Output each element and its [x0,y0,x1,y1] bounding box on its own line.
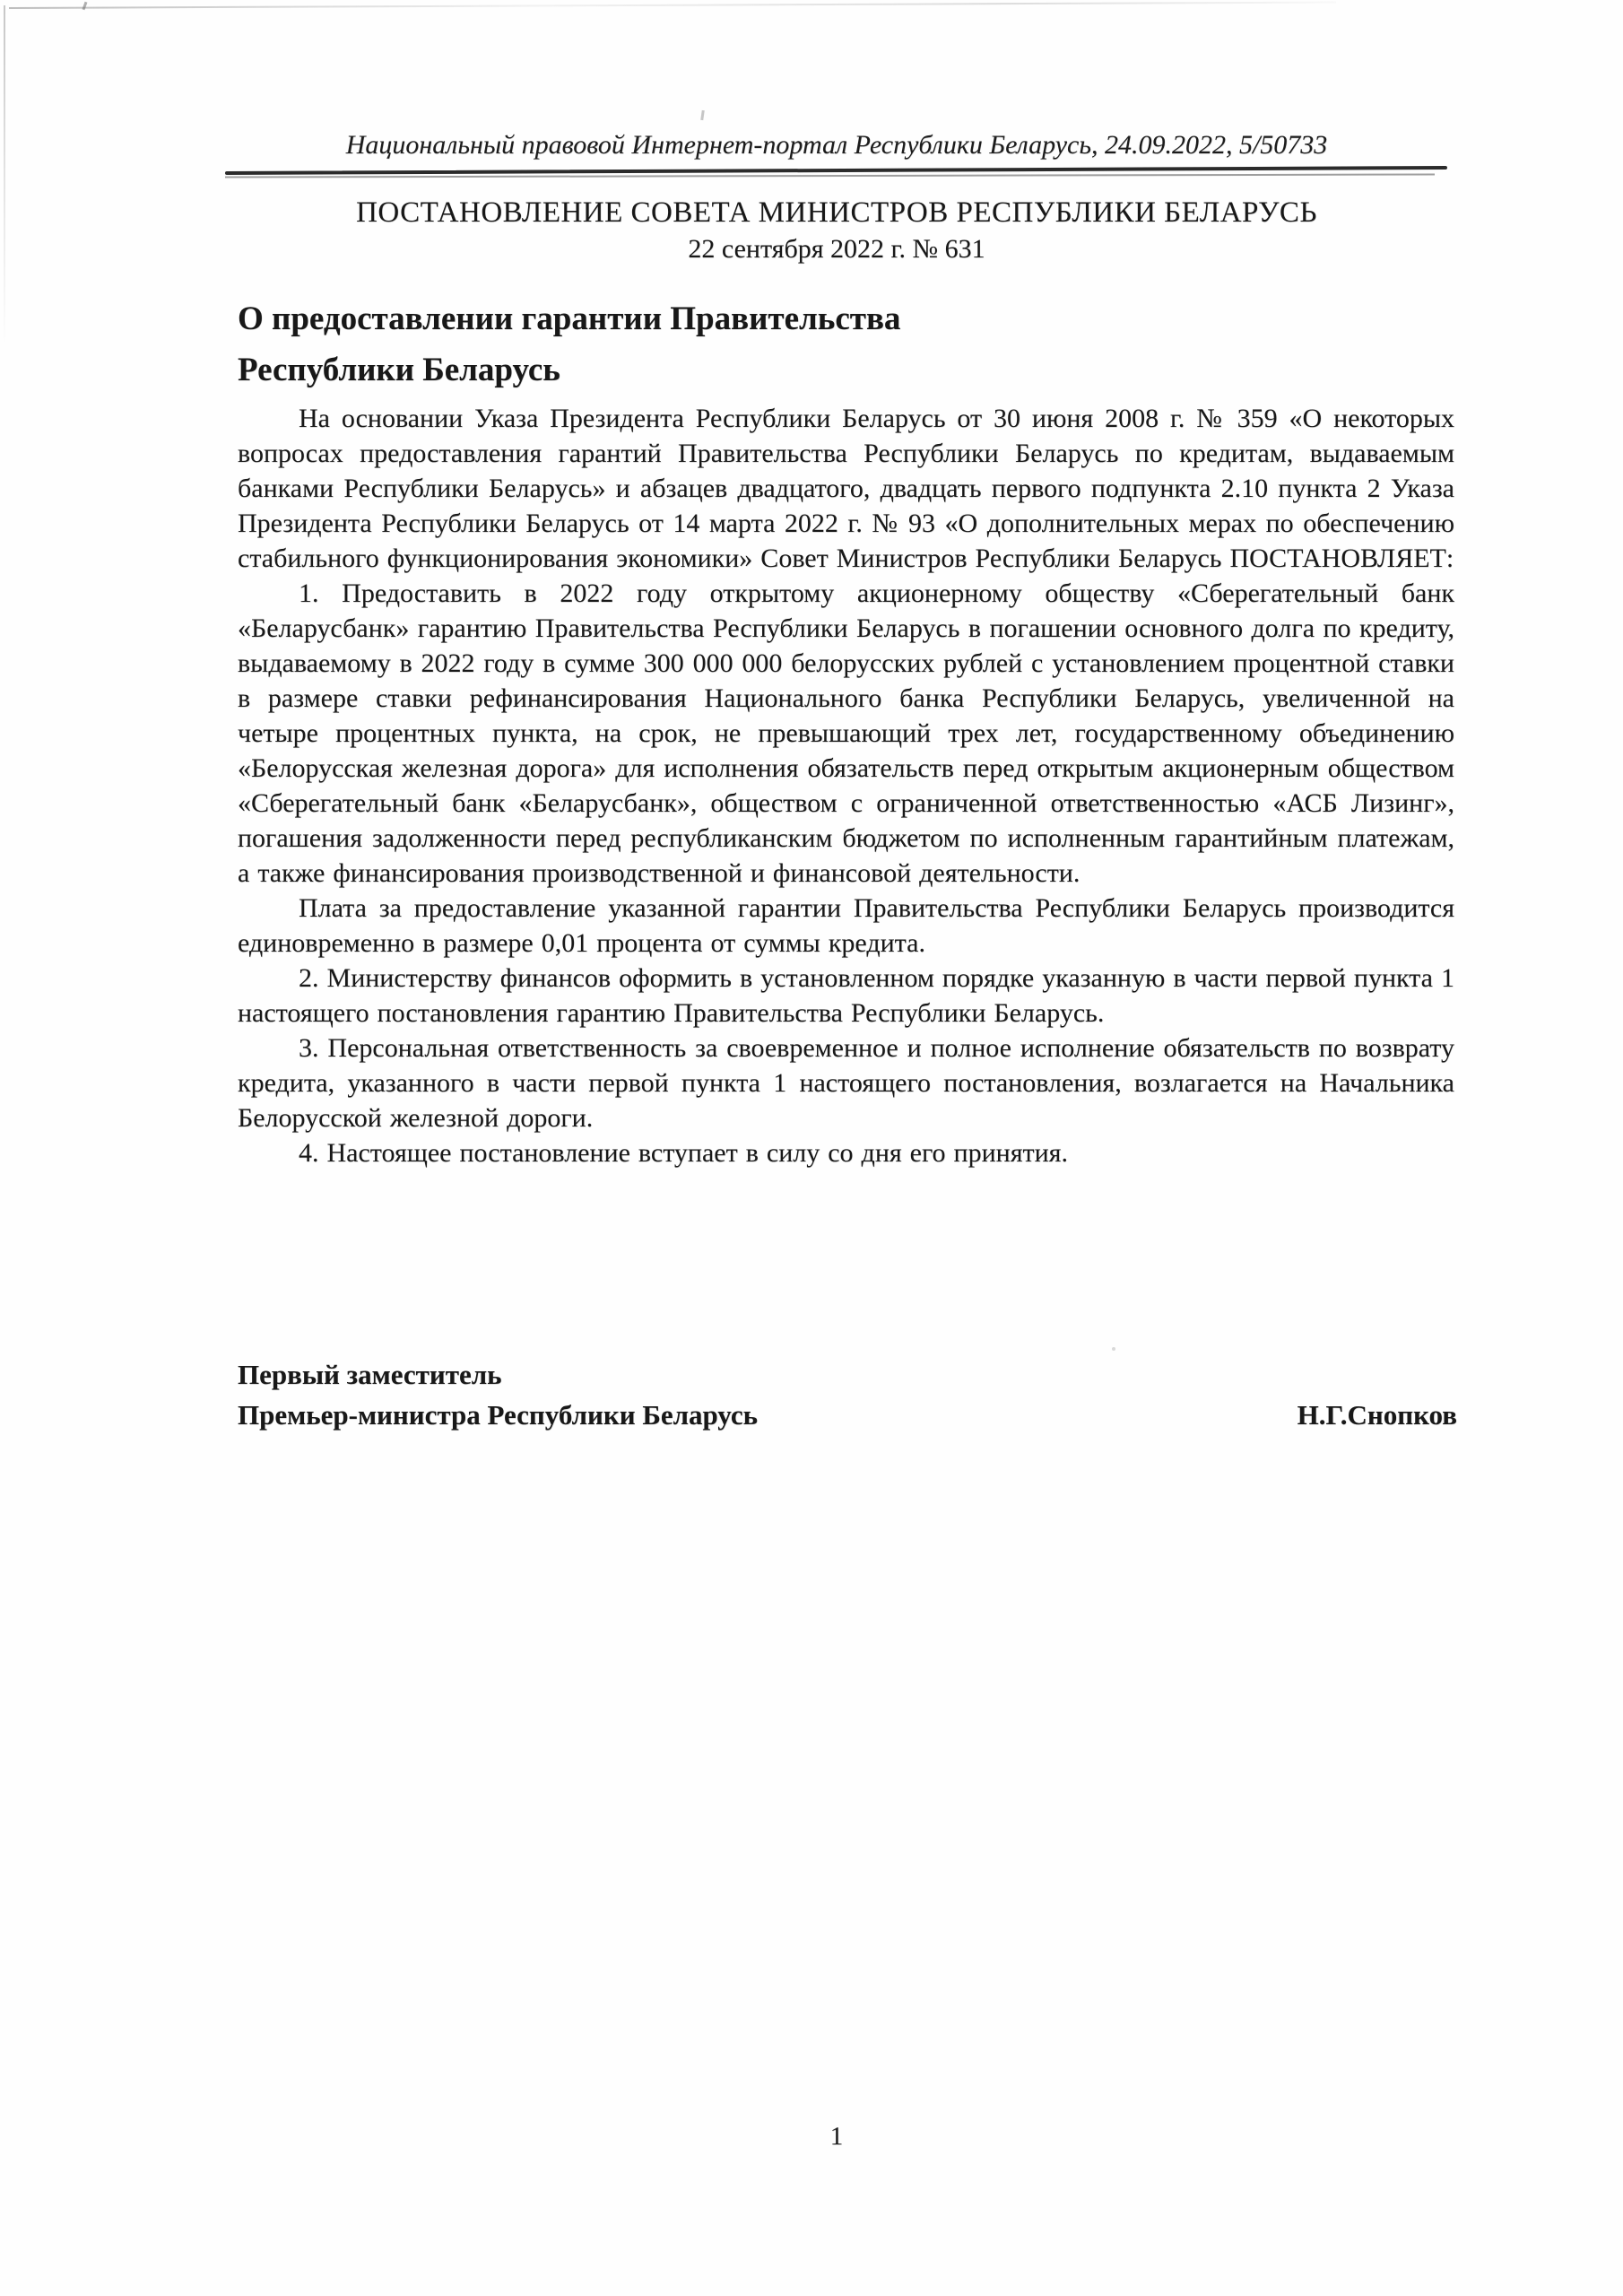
document-title-line-2: Республики Беларусь [238,352,560,388]
document-title [238,293,1457,396]
portal-header-line: Национальный правовой Интернет-портал Республики Беларусь, 24.09.2022, 5/50733 [345,130,1328,160]
signature-block [238,1354,1457,1435]
signer-position [238,1354,758,1435]
preamble-paragraph: На основании Указа Президента Республики Беларусь от 30 июня 2008 г. № 359 «О некоторых вопросах предоставления гарантий Правительства Республики Беларусь по кредитам, выдаваемым банками Республики Беларусь» и абзацев двадцатого, двадцать первого подпункта 2.10 пункта 2 Указа Президента Республики Беларусь от 14 марта 2022 г. № 93 «О дополнительных мерах по обеспечению стабильного функционирования экономики» Совет Министров Республики Беларусь ПОСТАНОВЛЯЕТ: [238,404,1454,573]
clause-2-paragraph: 2. Министерству финансов оформить в установленном порядке указанную в части первой пункта 1 настоящего постановления гарантию Правительства Республики Беларусь. [238,963,1454,1028]
scan-artifact-top-edge [9,2,1336,9]
signer-position-line-1: Первый заместитель [238,1359,502,1390]
scan-artifact-speck [1112,1347,1115,1351]
scan-artifact-speck [700,110,705,120]
document-body [238,401,1454,1170]
clause-3-paragraph: 3. Персональная ответственность за своевременное и полное исполнение обязательств по возврату кредита, указанного в части первой пункта 1 настоящего постановления, возлагается на Начальника Белорусской железной дороги. [238,1033,1454,1133]
header-rule-echo [225,173,1435,178]
page-number: 1 [829,2122,844,2151]
scan-artifact-tick [82,2,88,10]
document-title-line-1: О предоставлении гарантии Правительства [238,300,901,337]
clause-1-paragraph: 1. Предоставить в 2022 году открытому акционерному обществу «Сберегательный банк «Беларусбанк» гарантию Правительства Республики Беларусь в погашении основного долга по кредиту, выдаваемому в 2022 году в сумме 300 000 000 белорусских рублей с установлением процентной ставки в размере ставки рефинансирования Национального банка Республики Беларусь, увеличенной на четыре процентных пункта, на срок, не превышающий трех лет, государственному объединению «Белорусская железная дорога» для исполнения обязательств перед открытым акционерным обществом «Сберегательный банк «Беларусбанк», обществом с ограниченной ответственностью «АСБ Лизинг», погашения задолженности перед республиканским бюджетом по исполненным гарантийным платежам, а также финансирования производственной и финансовой деятельности. [238,578,1454,888]
scan-artifact-left-edge [4,5,5,346]
signer-position-line-2: Премьер-министра Республики Беларусь [238,1399,759,1431]
header-rule [225,166,1447,179]
document-date-number: 22 сентября 2022 г. № 631 [688,234,985,264]
clause-4-paragraph: 4. Настоящее постановление вступает в силу со дня его принятия. [299,1138,1068,1168]
signer-name: Н.Г.Снопков [1297,1399,1457,1431]
document-type-heading: ПОСТАНОВЛЕНИЕ СОВЕТА МИНИСТРОВ РЕСПУБЛИКИ БЕЛАРУСЬ [356,196,1317,229]
guarantee-fee-paragraph: Плата за предоставление указанной гарантии Правительства Республики Беларусь производится единовременно в размере 0,01 процента от суммы кредита. [238,893,1454,958]
